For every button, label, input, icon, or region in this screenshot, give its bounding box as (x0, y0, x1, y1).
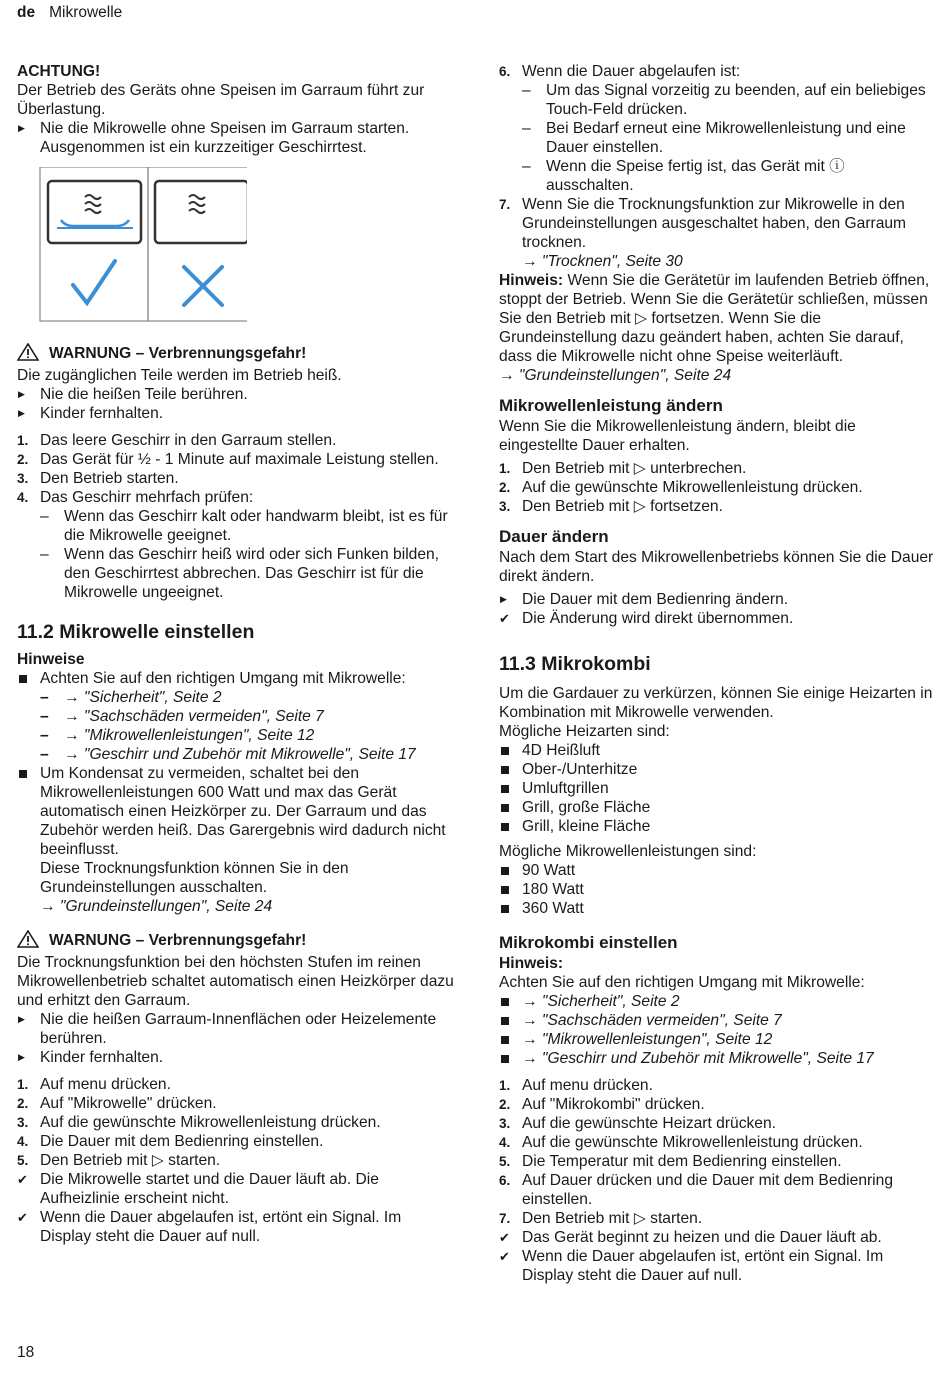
square-bullet-icon (19, 675, 27, 683)
check-icon: ✔ (17, 1210, 28, 1225)
da-text: Nach dem Start des Mikrowellenbetriebs können Sie die Dauer direkt ändern. (499, 549, 934, 585)
ml-text: Wenn Sie die Mikrowellenleistung ändern, bleibt die eingestellte Dauer erhalten. (499, 418, 856, 454)
square-bullet-icon (501, 785, 509, 793)
microwave-illustration-icon (17, 167, 247, 325)
ml-step: 2. Auf die gewünschte Mikrowellenleistung drücken. (499, 479, 863, 496)
cross-reference-link[interactable]: → "Mikrowellenleistungen", Seite 12 (64, 727, 315, 744)
left-column: ACHTUNG! Der Betrieb des Geräts ohne Speisen im Garraum führt zur Überlastung. ▶ Nie die Mikrowelle ohne Speisen im Garraum starten. Ausgenommen ist ein kurzzeitiger Geschirrtest. WARNUNG – Verbrennungsgefahr! Die zugänglichen Teile werden im Betrieb heiß. ▶ Nie die heißen Teile berühren. ▶ Kinder fernhalten. 1. Das leere Geschirr in den Garraum stellen. 2. Das Gerät für ½ - 1 Minute auf maximale Leistung stellen. 3. Den Betrieb starten. 4. Das Geschirr mehrfach prüfen: – Wenn das Geschirr kalt oder handwarm bleibt, ist es für die Mikrowelle geeignet. – Wenn das Geschirr heiß wird oder sich Funken bilden, den Geschirrtest abbrechen. Das Geschirr ist für die Mikrowelle ungeeignet. 11.2 Mikrowelle einstellen Hinweise Achten Sie auf den richtigen Umgang mit Mikrowelle: – → "Sicherheit", Seite 2 – → "Sachschäden vermeiden", Seite 7 – → "Mikrowellenleistungen", Seite 12 – → "Geschirr und Zubehör mit Mikrowelle", Seite 17 Um Kondensat zu vermeiden, schaltet bei den Mikrowellenleistungen 600 Watt und max das Gerät automatisch einen Heizkörper zu. Der Garraum und das Zubehör werden heiß. Das Garergebnis wird dadurch nicht beeinflusst. Diese Trocknungsfunktion können Sie in den Grundeinstellungen ausschalten. → "Grundeinstellungen", Seite 24 WARNUNG – Verbrennungsgefahr! Die Trocknungsfunktion bei den höchsten Stufen im reinen Mikrowellenbetrieb schaltet automatisch einen Heizkörper dazu und erhitzt den Garraum. ▶ Nie die heißen Garraum-Innenflächen oder Heizelemente berühren. ▶ Kinder fernhalten. 1. Auf menu drücken. 2. Auf "Mikrowelle" drücken. 3. Auf die gewünschte Mikrowellenleistung drücken. 4. Die Dauer mit dem Bedienring einstellen. 5. Den Betrieb mit ▷ starten. ✔ Die Mikrowelle startet und die Dauer läuft ab. Die Aufheizlinie erscheint nicht. ✔ Wenn die Dauer abgelaufen ist, ertönt ein Signal. Im Display steht die Dauer auf null. (17, 63, 454, 1245)
check-icon: ✔ (499, 1249, 510, 1264)
setup-step: 2. Auf "Mikrowelle" drücken. (17, 1095, 217, 1112)
page-number: 18 (17, 1344, 35, 1361)
mke-step: 2. Auf "Mikrokombi" drücken. (499, 1096, 705, 1113)
heizart-item: 4D Heißluft (499, 741, 935, 760)
square-bullet-icon (501, 804, 509, 812)
square-bullet-icon (501, 867, 509, 875)
mke-hinweis: Hinweis: (499, 955, 564, 972)
test-step: 2. Das Gerät für ½ - 1 Minute auf maximale Leistung stellen. (17, 451, 439, 468)
power-item: 180 Watt (499, 880, 935, 899)
setup-step: 3. Auf die gewünschte Mikrowellenleistung drücken. (17, 1114, 381, 1131)
achtung-text: Der Betrieb des Geräts ohne Speisen im Garraum führt zur Überlastung. (17, 82, 425, 118)
mke-title: Mikrokombi einstellen (499, 933, 678, 952)
square-bullet-icon (501, 1017, 509, 1025)
mk-heiz-label: Mögliche Heizarten sind: (499, 723, 670, 740)
cross-reference-link[interactable]: → "Sicherheit", Seite 2 (522, 993, 680, 1010)
test-step: 3. Den Betrieb starten. (17, 470, 179, 487)
mke-hinweis-text: Achten Sie auf den richtigen Umgang mit Mikrowelle: (499, 974, 865, 991)
cross-reference-link[interactable]: → "Grundeinstellungen", Seite 24 (40, 898, 273, 915)
square-bullet-icon (501, 886, 509, 894)
hinweise-item: Um Kondensat zu vermeiden, schaltet bei den Mikrowellenleistungen 600 Watt und max das Gerät automatisch einen Heizkörper zu. Der Garraum und das Zubehör werden heiß. Das Garergebnis wird dadurch nicht beeinflusst. Diese Trocknungsfunktion können Sie in den Grundeinstellungen ausschalten. → "Grundeinstellungen", Seite 24 (17, 764, 455, 916)
warning-1-bullet: ▶ Kinder fernhalten. (18, 405, 164, 422)
warning-2-title: WARNUNG – Verbrennungsgefahr! (17, 930, 455, 953)
triangle-bullet-icon: ▶ (18, 389, 25, 399)
step-6-substep: – Bei Bedarf erneut eine Mikrowellenleistung und eine Dauer einstellen. (522, 120, 906, 156)
hinweis-paragraph: Hinweis: Wenn Sie die Gerätetür im laufenden Betrieb öffnen, stoppt der Betrieb. Wenn Sie die Gerätetür schließen, müssen Sie den Betrieb mit ▷ fortsetzen. Wenn Sie die Grundeinstellung dazu geändert haben, achten Sie darauf, dass die Mikrowelle nicht ohne Speise weiterläuft. (499, 272, 930, 365)
mk-ml-label: Mögliche Mikrowellenleistungen sind: (499, 843, 757, 860)
mke-step: 4. Auf die gewünschte Mikrowellenleistung drücken. (499, 1134, 863, 1151)
cross-reference-link[interactable]: → "Sachschäden vermeiden", Seite 7 (64, 708, 324, 725)
ml-step: 3. Den Betrieb mit ▷ fortsetzen. (499, 498, 723, 515)
mke-step: 3. Auf die gewünschte Heizart drücken. (499, 1115, 776, 1132)
square-bullet-icon (501, 747, 509, 755)
triangle-bullet-icon: ▶ (18, 1014, 25, 1024)
warning-triangle-icon (17, 343, 39, 366)
cross-reference-link[interactable]: → "Sicherheit", Seite 2 (64, 689, 222, 706)
test-step: 4. Das Geschirr mehrfach prüfen: (17, 489, 254, 506)
mke-step: 7. Den Betrieb mit ▷ starten. (499, 1210, 703, 1227)
check-icon: ✔ (499, 611, 510, 626)
square-bullet-icon (501, 998, 509, 1006)
cross-reference-link[interactable]: → "Geschirr und Zubehör mit Mikrowelle", Seite 17 (522, 1050, 874, 1067)
warning-2-bullet: ▶ Kinder fernhalten. (18, 1049, 164, 1066)
cross-reference-link[interactable]: → "Sachschäden vermeiden", Seite 7 (522, 1012, 782, 1029)
square-bullet-icon (19, 770, 27, 778)
warning-2-bullet: ▶ Nie die heißen Garraum-Innenflächen oder Heizelemente berühren. (18, 1011, 437, 1047)
setup-step: 5. Den Betrieb mit ▷ starten. (17, 1152, 221, 1169)
check-icon: ✔ (17, 1172, 28, 1187)
cross-reference-link[interactable]: → "Geschirr und Zubehör mit Mikrowelle", Seite 17 (64, 746, 416, 763)
start-symbol-icon: ▷ (151, 1152, 164, 1169)
setup-step: 4. Die Dauer mit dem Bedienring einstellen. (17, 1133, 324, 1150)
da-title: Dauer ändern (499, 527, 609, 546)
mke-step: 6. Auf Dauer drücken und die Dauer mit dem Bedienring einstellen. (499, 1172, 893, 1208)
power-item: 360 Watt (499, 899, 935, 918)
square-bullet-icon (501, 766, 509, 774)
hinweise-title: Hinweise (17, 651, 85, 668)
mke-step: 1. Auf menu drücken. (499, 1077, 653, 1094)
heizart-item: Grill, kleine Fläche (499, 817, 935, 836)
warning-1-bullet: ▶ Nie die heißen Teile berühren. (18, 386, 248, 403)
achtung-title: ACHTUNG! (17, 63, 101, 80)
setup-step: 1. Auf menu drücken. (17, 1076, 171, 1093)
square-bullet-icon (501, 1055, 509, 1063)
microwave-test-figure (17, 167, 455, 325)
mke-step: 5. Die Temperatur mit dem Bedienring einstellen. (499, 1153, 842, 1170)
test-step: 1. Das leere Geschirr in den Garraum stellen. (17, 432, 337, 449)
triangle-bullet-icon: ▶ (18, 1052, 25, 1062)
heizart-item: Grill, große Fläche (499, 798, 935, 817)
header-title: Mikrowelle (49, 4, 123, 21)
triangle-bullet-icon: ▶ (500, 594, 507, 604)
step-6-substep: – Wenn die Speise fertig ist, das Gerät mit ⓘ ausschalten. (522, 158, 845, 194)
power-item: 90 Watt (499, 861, 935, 880)
step-6: 6. Wenn die Dauer abgelaufen ist: (499, 63, 741, 80)
check-icon: ✔ (499, 1230, 510, 1245)
cross-reference-link[interactable]: → "Grundeinstellungen", Seite 24 (499, 367, 732, 384)
test-substep: – Wenn das Geschirr heiß wird oder sich Funken bilden, den Geschirrtest abbrechen. Das Geschirr ist für die Mikrowelle ungeeignet. (40, 546, 440, 601)
warning-1-text: Die zugänglichen Teile werden im Betrieb heiß. (17, 367, 342, 384)
result-item: ✔ Wenn die Dauer abgelaufen ist, ertönt ein Signal. Im Display steht die Dauer auf null. (17, 1209, 402, 1245)
header-lang: de (17, 4, 36, 21)
heizart-item: Ober-/Unterhitze (499, 760, 935, 779)
da-bullet: ▶ Die Dauer mit dem Bedienring ändern. (500, 591, 789, 608)
cross-reference-link[interactable]: → "Trocknen", Seite 30 (522, 253, 683, 270)
test-substep: – Wenn das Geschirr kalt oder handwarm bleibt, ist es für die Mikrowelle geeignet. (40, 508, 448, 544)
result-item: ✔ Die Mikrowelle startet und die Dauer läuft ab. Die Aufheizlinie erscheint nicht. (17, 1171, 379, 1207)
mke-result: ✔ Das Gerät beginnt zu heizen und die Dauer läuft ab. (499, 1229, 882, 1246)
mk-text: Um die Gardauer zu verkürzen, können Sie einige Heizarten in Kombination mit Mikrowelle verwenden. (499, 685, 933, 721)
heizart-item: Umluftgrillen (499, 779, 935, 798)
right-column (499, 62, 935, 1285)
square-bullet-icon (501, 823, 509, 831)
section-title-11-2: 11.2 Mikrowelle einstellen (17, 621, 255, 643)
da-result: ✔ Die Änderung wird direkt übernommen. (499, 610, 794, 627)
start-symbol-icon: ▷ (633, 1210, 646, 1227)
triangle-bullet-icon: ▶ (18, 123, 25, 133)
mke-result: ✔ Wenn die Dauer abgelaufen ist, ertönt ein Signal. Im Display steht die Dauer auf null. (499, 1248, 884, 1284)
warning-1-title: WARNUNG – Verbrennungsgefahr! (17, 343, 455, 366)
square-bullet-icon (501, 905, 509, 913)
cross-reference-link[interactable]: → "Mikrowellenleistungen", Seite 12 (522, 1031, 773, 1048)
triangle-bullet-icon: ▶ (18, 408, 25, 418)
warning-triangle-icon (17, 930, 39, 953)
step-6-substep: – Um das Signal vorzeitig zu beenden, auf ein beliebiges Touch-Feld drücken. (522, 82, 926, 118)
ml-title: Mikrowellenleistung ändern (499, 396, 723, 415)
achtung-bullet: ▶ Nie die Mikrowelle ohne Speisen im Garraum starten. Ausgenommen ist ein kurzzeitiger Geschirrtest. (18, 120, 410, 156)
section-title-11-3: 11.3 Mikrokombi (499, 653, 651, 675)
page-header (17, 3, 122, 22)
ml-step: 1. Den Betrieb mit ▷ unterbrechen. (499, 460, 747, 477)
square-bullet-icon (501, 1036, 509, 1044)
warning-2-text: Die Trocknungsfunktion bei den höchsten Stufen im reinen Mikrowellenbetrieb schaltet automatisch einen Heizkörper dazu und erhitzt den Garraum. (17, 954, 454, 1009)
step-7: 7. Wenn Sie die Trocknungsfunktion zur Mikrowelle in den Grundeinstellungen ausgeschaltet haben, den Garraum trocknen. → "Trocknen", Seite 30 (499, 196, 907, 270)
hinweise-item: Achten Sie auf den richtigen Umgang mit Mikrowelle: (17, 669, 455, 688)
